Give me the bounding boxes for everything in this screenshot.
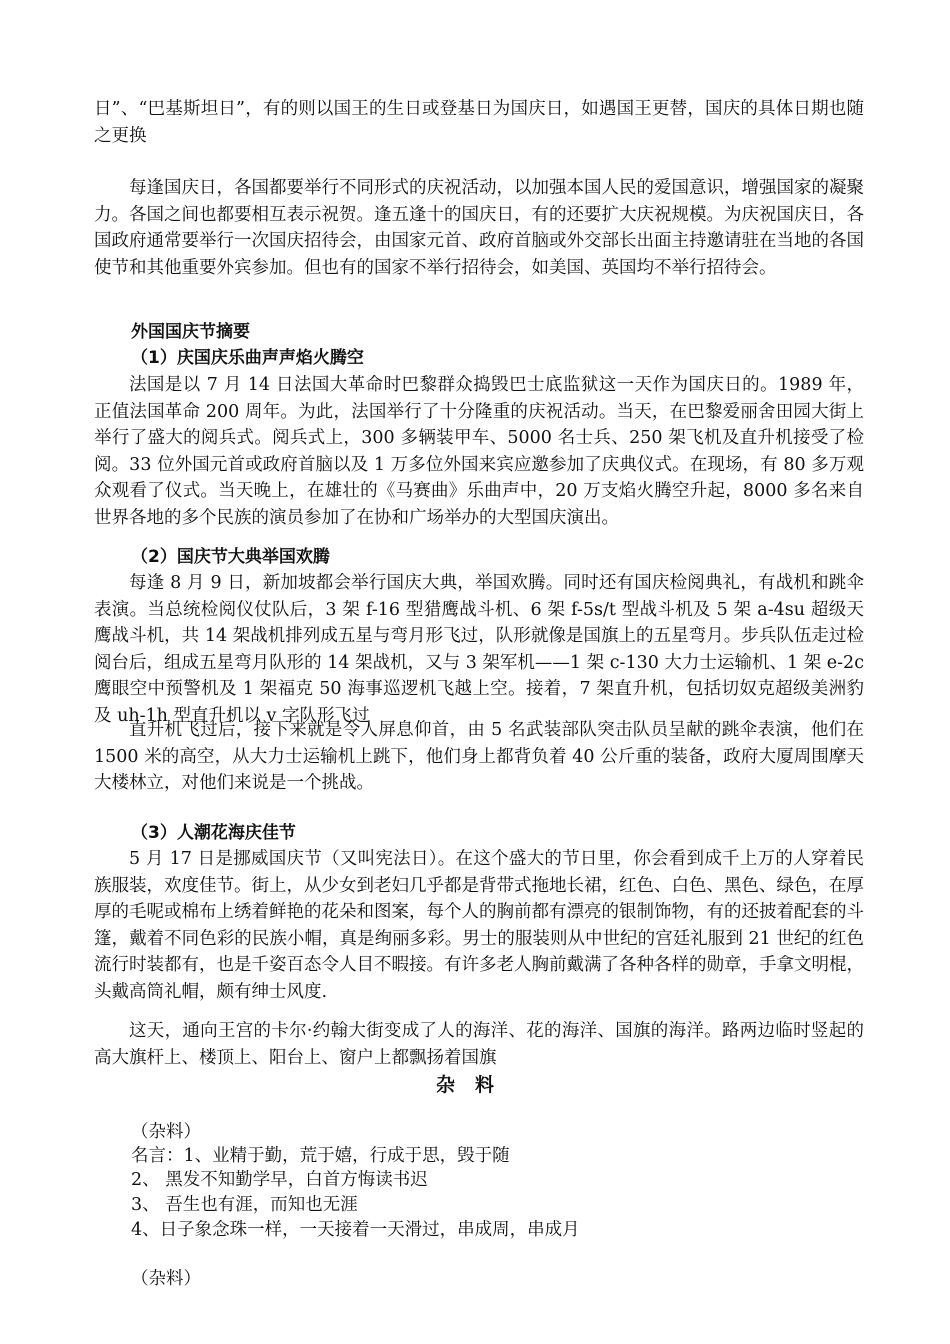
intro-paragraph-1: 日”、“巴基斯坦日”，有的则以国王的生日或登基日为国庆日，如遇国王更替，国庆的具体日期也随之更换 [94,99,864,146]
section-1-paragraph: 法国是以 7 月 14 日法国大革命时巴黎群众捣毁巴士底监狱这一天作为国庆日的。1989 年，正值法国革命 200 周年。为此，法国举行了十分隆重的庆祝活动。当天，在巴黎爱丽舍田园大街上举行了盛大的阅兵式。阅兵式上，300 多辆装甲车、5000 名士兵、250 架飞机及直升机接受了检阅。33 位外国元首或政府首脑以及 1 万多位外国来宾应邀参加了庆典仪式。在现场，有 80 多万观众观看了仪式。当天晚上，在雄壮的《马赛曲》乐曲声中，20 万支焰火腾空升起，8000 多名来自世界各地的多个民族的演员参加了在协和广场举办的大型国庆演出。 [94,375,864,528]
section-2-title: （2）国庆节大典举国欢腾 [131,547,330,567]
misc-label-2: （杂料） [131,1269,201,1289]
section-3-paragraph-1: 5 月 17 日是挪威国庆节（又叫宪法日）。在这个盛大的节日里，你会看到成千上万的人穿着民族服装，欢度佳节。街上，从少女到老妇几乎都是背带式拖地长裙，红色、白色、黑色、绿色，在厚厚的毛呢或棉布上绣着鲜艳的花朵和图案，每个人的胸前都有漂亮的银制饰物，有的还披着配套的斗篷，戴着不同色彩的民族小帽，真是绚丽多彩。男士的服装则从中世纪的宫廷礼服到 21 世纪的红色流行时装都有，也是千姿百态令人目不暇接。有许多老人胸前戴满了各种各样的勋章，手拿文明棍，头戴高筒礼帽，颇有绅士风度. [94,849,864,1002]
misc-title: 杂料 [435,1074,514,1096]
section-2-paragraph-1: 每逢 8 月 9 日，新加坡都会举行国庆大典，举国欢腾。同时还有国庆检阅典礼，有战机和跳伞表演。当总统检阅仪仗队后，3 架 f-16 型猎鹰战斗机、6 架 f-5s/t 型战斗机及 5 架 a-4su 超级天鹰战斗机，共 14 架战机排列成五星与弯月形飞过，队形就像是国旗上的五星弯月。步兵队伍走过检阅台后，组成五星弯月队形的 14 架战机，又与 3 架军机——1 架 c-130 大力士运输机、1 架 e-2c 鹰眼空中预警机及 1 架福克 50 海事巡逻机飞越上空。接着，7 架直升机，包括切奴克超级美洲豹及 uh-1h 型直升机以 v 字队形飞过 [94,573,864,726]
misc-line-1: 名言：1、业精于勤，荒于嬉，行成于思，毁于随 [131,1146,510,1166]
summary-heading: 外国国庆节摘要 [131,322,250,342]
section-2-paragraph-2: 直升机飞过后，接下来就是令人屏息仰首，由 5 名武装部队突击队员呈献的跳伞表演，他们在 1500 米的高空，从大力士运输机上跳下，他们身上都背负着 40 公斤重的装备，政府大厦周围摩天大楼林立，对他们来说是一个挑战。 [94,720,864,793]
misc-line-2: 2、 黑发不知勤学早，白首方悔读书迟 [131,1170,428,1190]
misc-label-1: （杂料） [131,1122,201,1142]
misc-line-3: 3、 吾生也有涯，而知也无涯 [131,1195,358,1215]
section-3-title: （3）人潮花海庆佳节 [131,823,296,843]
misc-line-4: 4、日子象念珠一样，一天接着一天滑过，串成周，串成月 [131,1220,580,1240]
intro-paragraph-2: 每逢国庆日，各国都要举行不同形式的庆祝活动，以加强本国人民的爱国意识，增强国家的凝聚力。各国之间也都要相互表示祝贺。逢五逢十的国庆日，有的还要扩大庆祝规模。为庆祝国庆日，各国政府通常要举行一次国庆招待会，由国家元首、政府首脑或外交部长出面主持邀请驻在当地的各国使节和其他重要外宾参加。但也有的国家不举行招待会，如美国、英国均不举行招待会。 [94,178,864,278]
section-1-title: （1）庆国庆乐曲声声焰火腾空 [131,348,364,368]
section-3-paragraph-2: 这天，通向王宫的卡尔·约翰大街变成了人的海洋、花的海洋、国旗的海洋。路两边临时竖起的高大旗杆上、楼顶上、阳台上、窗户上都飘扬着国旗 [94,1021,864,1068]
